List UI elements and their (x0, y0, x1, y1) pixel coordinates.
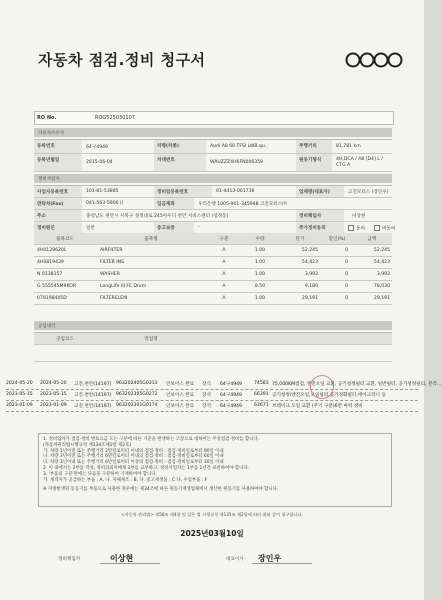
note-line: 3. '부품의 구분'란에는 다음을 구분하여 기재하여야 합니다. (43, 471, 157, 477)
ceo-sign-name: 장인우 (258, 554, 282, 563)
note-line: (자동차관리법시행규칙 제134조제1항 제2호) (43, 442, 132, 448)
history-cell: 64구4949 (220, 382, 242, 387)
note-line: 가. 차량 1년이전 또는 주행거리 2만킬로미터 이내의 점검·정비 : 점검·정비일로부터 90일 이내 (43, 448, 224, 454)
parts-cell: 3,992 (304, 272, 318, 277)
history-cell: 963202301G0174 (116, 403, 158, 408)
col-type: 구분 (219, 237, 229, 242)
agree-no-option[interactable]: 비동의 (374, 225, 395, 232)
reg-date-value: 2015-06-04 (86, 160, 113, 165)
parts-cell: 4H0819439 (37, 260, 64, 265)
parts-row (34, 245, 392, 257)
labor-empty-row (34, 345, 392, 362)
history-cell: 인보이스 완료 (166, 404, 195, 409)
reg-no-label: 등록번호 (34, 140, 82, 153)
parts-cell: WASHER (100, 272, 120, 277)
parts-cell: 52,245 (301, 248, 318, 253)
parts-cell: 78,030 (373, 284, 390, 289)
shop-section-header: 정비사업자 (34, 174, 392, 183)
red-stamp-mark (310, 375, 334, 399)
vin-label: 차대번호 (154, 154, 206, 171)
col-name: 품목명 (144, 237, 158, 242)
history-cell: 64구4949 (220, 393, 242, 398)
history-cell: 장식 (202, 382, 211, 387)
labor-col-code: 공임코드 (56, 337, 74, 342)
history-cell: 2023-01-09 (40, 403, 67, 408)
mileage-label: 주행거리 (296, 140, 332, 153)
parts-cell: 079198405D (37, 296, 67, 301)
bank-label: 입금계좌 (154, 198, 194, 209)
reg-date-label: 등록년월일 (34, 154, 82, 171)
parts-cell: FILTERELEM (100, 296, 128, 301)
col-amount: 금액 (367, 237, 377, 242)
history-cell: 75,000KM점검, 엔진오일 교환, 공기청정필터 교환, 일반필터, 공기청정필터, 분리... (272, 382, 441, 387)
bank-value: 우리은행 1005-901-345948 고진모터스㈜ (198, 202, 287, 207)
mechanic-sign-line (100, 563, 160, 564)
parts-row (34, 269, 392, 281)
history-cell: 963202405G0313 (116, 381, 158, 386)
history-cell: 장석 (202, 393, 211, 398)
phone-label: 연락처(Fax) (34, 198, 82, 209)
ceo-sign-line (252, 563, 312, 564)
history-cell: 공기청정/엔진오일,오일필터,공기정화필터,에어크리너 등 (272, 393, 386, 398)
parts-cell: G 555545M9KOR (37, 284, 77, 289)
mechanic-sign-label: 정비책임자 (58, 557, 81, 562)
parts-cell: 1.00 (254, 248, 266, 253)
parts-cell: 29,191 (373, 296, 390, 301)
parts-cell: 54,423 (301, 260, 318, 265)
engine-label: 원동기형식 (296, 154, 332, 171)
parts-cell: A (222, 248, 226, 253)
parts-cell: FILTER INS (100, 260, 124, 265)
parts-cell: A (222, 272, 226, 277)
history-cell: 장석 (202, 404, 211, 409)
history-cell: 2023-01-09 (6, 403, 33, 408)
parts-cell: 9,180 (304, 284, 318, 289)
audi-logo (344, 52, 410, 68)
parts-cell: 0 (345, 260, 348, 265)
parts-cell: 3,992 (376, 272, 390, 277)
biz-no-value: 101-81-53885 (86, 189, 119, 194)
note-line: 2. 이 내에서는 2부를 작성, 정비의뢰자에게 1부를 교부하고, 정비사업자는 1부를 1년간 보관하여야 합니다. (43, 465, 249, 471)
vehicle-info-grid (34, 139, 392, 172)
history-cell: 인보이스 완료 (166, 393, 195, 398)
parts-cell: AIRFILTER (100, 248, 123, 253)
document-title: 자동차 점검.정비 청구서 (38, 51, 206, 69)
labor-header-row (34, 333, 392, 345)
note-line: 나. 차량 3년이전 또는 주행거리 6만킬로미터 이내의 점검·정비 : 점검·정비일로부터 60일 이내 (43, 454, 224, 460)
history-cell: 브레이크 오일 교환 (주기 구분)6만 마력 정비 (272, 404, 363, 409)
extra-agree-label: 추가정비동의 (296, 222, 344, 233)
parts-row (34, 293, 392, 305)
history-cell: 인보이스 완료 (166, 382, 195, 387)
history-cell: 고진.천안(14197) (74, 382, 112, 387)
ro-label: RO No. (37, 115, 57, 121)
addr-label: 주소 (34, 210, 82, 221)
note-line: 다. 차량 3년이내 또는 주행거리 6만킬로미터 이상의 점검·정비 : 점검·정비일로부터 30일 이내 (43, 460, 224, 466)
parts-table (34, 233, 392, 245)
shop-reg-value: 01-4413-001736 (216, 189, 255, 194)
history-cell: 2024-05-20 (40, 381, 67, 386)
mechanic-sign-name: 이상현 (110, 554, 134, 563)
reg-no-value: 64구4949 (86, 145, 108, 150)
parts-cell: 54,423 (373, 260, 390, 265)
col-price: 단가 (295, 237, 305, 242)
engine-value: 4H,DCA / A8 [D4] L / CTG A (336, 157, 383, 168)
parts-cell: 52,245 (373, 248, 390, 253)
biz-no-label: 사업자등록번호 (34, 186, 82, 197)
history-cell: 64구4949 (220, 404, 242, 409)
ro-number-bar (34, 111, 394, 125)
cause-label: 정비원인 (34, 222, 82, 233)
parts-row (34, 281, 392, 293)
agree-no-checkbox[interactable] (374, 225, 380, 231)
ceo-label: 업체명(대표자) (296, 186, 344, 197)
owner-section-header: 자동차소유자 (34, 128, 392, 137)
mechanic-label: 정비책임자 (296, 210, 344, 221)
parts-cell: A (222, 260, 226, 265)
col-code: 품목코드 (56, 237, 74, 242)
parts-cell: 29,191 (301, 296, 318, 301)
cause-value: 일반 (86, 226, 95, 231)
history-cell: 2023-05-15 (6, 392, 33, 397)
parts-cell: 1.00 (254, 296, 266, 301)
model-value: Audi A8 60 TFSI LWB qu.. (210, 144, 268, 149)
issue-date: 2025년03월10일 (180, 529, 244, 538)
parts-cell: LongLife III FE Drum (100, 284, 147, 289)
history-cell: 고진.천안(14197) (74, 404, 112, 409)
note-line: ※ 자방발생된 동동기를 부품으로 사용한 경우에는 제34조에 따른 원동기재생업체에서 생산한 원동기를 사용하여야 합니다. (43, 487, 279, 493)
warranty-value: - (198, 225, 200, 230)
parts-cell: 0 (345, 272, 348, 277)
labor-section-header: 공임내역 (34, 321, 392, 330)
agree-yes-option[interactable]: 동의 (348, 225, 365, 232)
labor-col-name: 작업명 (144, 337, 158, 342)
history-cell: 고진.천안(14197) (74, 393, 112, 398)
col-discount: 할인(%) (328, 237, 346, 242)
phone-value: 041-563-5900 () (86, 201, 124, 206)
addr-value: 충청남도 천안시 서북구 성정대로 245아우디 천안 서비스센터 (성정동) (86, 214, 229, 219)
history-cell: 66391 (254, 392, 269, 397)
parts-cell: 4H0129620L (37, 248, 67, 253)
shop-reg-label: 정비업등록번호 (154, 186, 212, 197)
service-history-list (6, 379, 441, 412)
mechanic-value: 이상현 (352, 214, 366, 219)
warranty-label: 증고보증 (154, 222, 194, 233)
parts-cell: A (222, 296, 226, 301)
ceo-sign-label: 대표이사 (226, 557, 244, 562)
mileage-value: 81,781 km (336, 144, 361, 149)
shop-info-grid (34, 185, 396, 234)
parts-cell: N 0138157 (37, 272, 63, 277)
model-label: 차명(차종) (154, 140, 206, 153)
history-cell: 74583 (254, 381, 269, 386)
parts-cell: 1.00 (254, 260, 266, 265)
labor-table (34, 332, 392, 362)
history-cell: 963202305G0272 (116, 392, 158, 397)
col-qty: 수량 (255, 237, 265, 242)
legal-footnote: <자동차 관리법> 제58조 제4항 및 같은 법 시행규칙 제135조 제2항에 따라 위와 같이 청구합니다. (121, 512, 303, 517)
vin-value: WAUZZZ4H6FN006359 (210, 160, 264, 165)
history-row (6, 390, 418, 401)
note-line: 1. 정비업자가 점검·정비 발표요금 도는 구분에 따른 기준을 발생하는 고장으로 대하여는 무상점검·정비를 합니다. (43, 437, 259, 442)
parts-cell: 1.00 (254, 272, 266, 277)
history-row (6, 379, 441, 390)
history-cell: 2023-05-15 (40, 392, 67, 397)
parts-cell: 0 (345, 296, 348, 301)
ro-value: ROG525030107 (95, 115, 135, 121)
parts-cell: 0 (345, 248, 348, 253)
ceo-value: 고진모터스 (장인우) (348, 190, 389, 195)
parts-rows (34, 245, 392, 305)
parts-header-row (34, 233, 392, 245)
legal-notes-box (38, 433, 392, 507)
parts-cell: A (222, 284, 226, 289)
note-line: 가. 제작자가 공급하는 부품 : A, 나. 자체제조 : B, 다. 중고재생품 : C 다, 수입부품 : F (43, 477, 208, 483)
history-row (6, 401, 418, 412)
history-cell: 2024-05-20 (6, 381, 33, 386)
parts-row (34, 257, 392, 269)
history-cell: 63671 (254, 403, 269, 408)
agree-yes-checkbox[interactable] (348, 225, 354, 231)
parts-cell: 8.50 (254, 284, 266, 289)
parts-cell: 0 (345, 284, 348, 289)
